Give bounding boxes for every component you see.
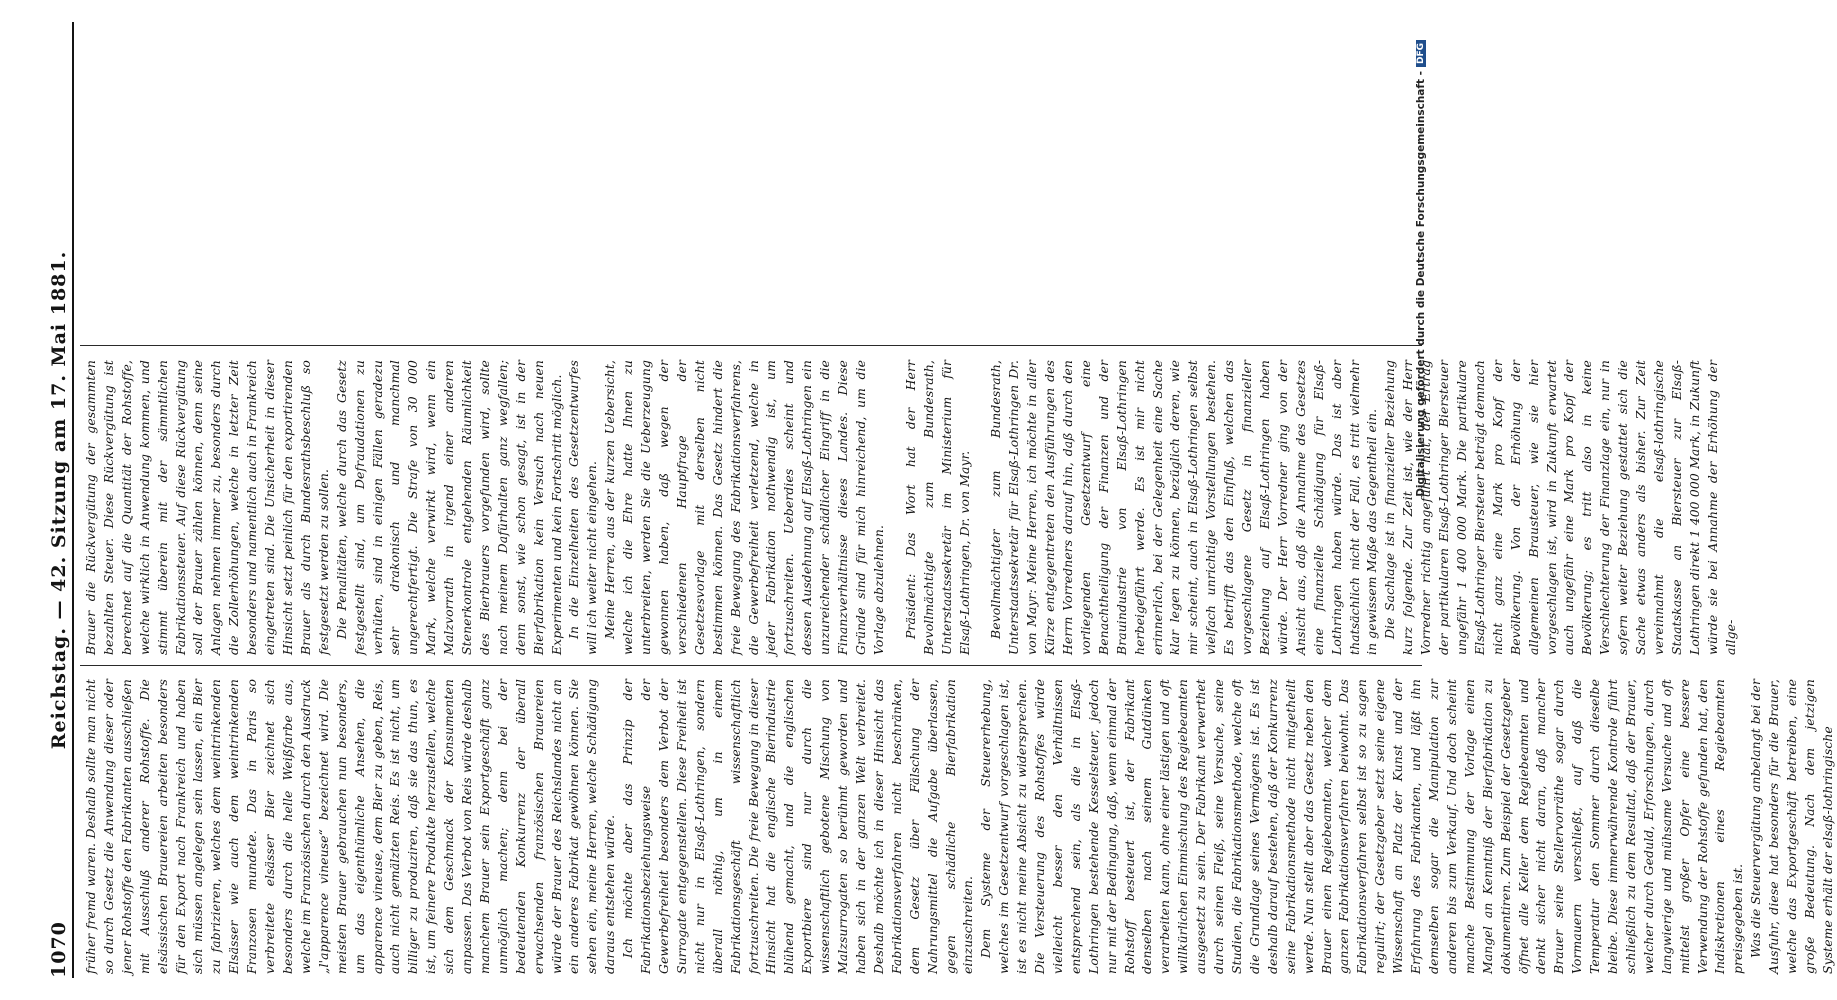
paragraph: Dem Systeme der Steuererhebung, welches im Gesetzentwurf vorgeschlagen ist, ist es nicht meine Absicht zu widersprechen. Die Versteuerung des Rohstoffes würde vielleicht besser den Verhältnissen entsprechend sein, als die in Elsaß-Lothringen bestehende Kesselsteuer, jedoch nur mit der Bedingung, daß, wenn einmal der Rohstoff besteuert ist, der Fabrikant denselben nach seinem Gutdünken verarbeiten kann, ohne einer lästigen und oft willkürlichen Einmischung des Regiebeamten ausgesetzt zu sein. Der Fabrikant verwerthet durch seinen Fleiß, seine Versuche, seine Studien, die Fabrikationsmethode, welche oft die Grundlage seines Vermögens ist. Es ist deshalb darauf bestehen, daß der Konkurrenz seine Fabrikationsmethode nicht mitgetheilt werde. Nun stellt aber das Gesetz neben den Brauer einen Regiebeamten, welcher dem ganzen Fabrikationsverfahren beiwohnt. Das Fabrikationsverfahren selbst ist so zu sagen regulirt; der Gesetzgeber setzt seine eigene Wissenschaft an Platz der Kunst und der Erfahrung des Fabrikanten, und läßt ihn demselben sogar die Manipulation zur anderen bis zum Verkauf. Und doch scheint manche Bestimmung der Vorlage einen Mangel an Kenntniß der Bierfabrikation zu dokumentiren. Zum Beispiel der Gesetzgeber öffnet alle Keller dem Regiebeamten und denkt sicher nicht daran, daß mancher Brauer seine Stellervorräthe sogar durch Vormauern verschließt, auf daß die Temperatur den Sommer durch dieselbe bleibe. Diese immerwährende Kontrole führt schließlich zu dem Resultat, daß der Brauer, welcher durch Geduld, Erforschungen, durch langwierige und mühsame Versuche und oft mittelst großer Opfer eine bessere Verwendung der Rohstoffe gefunden hat, den Indiskretionen eines Regiebeamten preisgegeben ist.	[978, 679, 1746, 974]
dfg-credit-strip	[1412, 40, 1430, 600]
spacer	[888, 360, 902, 655]
column-rule	[80, 665, 1422, 666]
speaker-paragraph: Präsident: Das Wort hat der Herr Bevollmächtigte zum Bundesrath, Unterstaatssekretär im Ministerium für Elsaß-Lothringen, Dr. von Mayr.	[902, 360, 972, 655]
dfg-credit-text: Digitalisierung gefördert durch die Deutsche Forschungsgemeinschaft -	[1415, 71, 1427, 497]
text-column-2	[82, 360, 1738, 655]
paragraph: Brauer die Rückvergütung der gesammten bezahlten Steuer. Diese Rückvergütung ist berechnet auf die Quantität der Rohstoffe, welche wirklich in Anwendung kommen, und stimmt überein mit der sämmtlichen Fabrikationssteuer. Auf diese Rückvergütung soll der Brauer zählen können, denn seine Anlagen nehmen immer zu, besonders durch die Zollerhöhungen, welche in letzter Zeit besonders und namentlich auch in Frankreich eingetreten sind. Die Unsicherheit in dieser Hinsicht setzt peinlich für den exportirenden Brauer als durch Bundesrathsbeschluß so festgesetzt werden zu sollen.	[83, 360, 331, 655]
paragraph: Bevollmächtigter zum Bundesrath, Unterstaatssekretär für Elsaß-Lothringen Dr. von Mayr: Meine Herren, ich möchte in aller Kürze entgegentreten den Ausführungen des Herrn Vorredners darauf hin, daß durch den vorliegenden Gesetzentwurf eine Benachtheiligung der Finanzen und der Brauindustrie von Elsaß-Lothringen herbeigeführt werde. Es ist mir nicht erinnerlich, bei der Gelegenheit eine Sache klar legen zu können, bezüglich deren, wie mir scheint, auch in Elsaß-Lothringen selbst vielfach unrichtige Vorstellungen bestehen. Es betrifft das den Einfluß, welchen das vorgeschlagene Gesetz in finanzieller Beziehung auf Elsaß-Lothringen haben würde. Der Herr Vorredner ging von der Ansicht aus, daß die Annahme des Gesetzes eine finanzielle Schädigung für Elsaß-Lothringen haben würde. Das ist aber thatsächlich nicht der Fall, es tritt vielmehr in gewissem Maße das Gegentheil ein.	[988, 360, 1380, 655]
paragraph: Die Penalitäten, welche durch das Gesetz festgestellt sind, um Defraudationen zu verhüten, sind in einigen Fällen geradezu sehr drakonisch und manchmal ungerechtfertigt. Die Strafe von 30 000 Mark, welche verwirkt wird, wenn ein Malzvorrath in irgend einer anderen Stenerkontrole entgehenden Räumlichkeit des Bierbrauers vorgefunden wird, sollte nach meinem Dafürhalten ganz wegfallen; denn sonst, wie schon gesagt, ist in der Bierfabrikation kein Versuch nach neuen Experimenten und kein Fortschritt möglich.	[333, 360, 564, 655]
spacer	[973, 360, 987, 655]
page-number: 1070	[48, 921, 70, 978]
paragraph: Meine Herren, aus der kurzen Uebersicht, welche ich die Ehre hatte Ihnen zu unterbreiten, werden Sie die Ueberzeugung gewonnen haben, daß wegen der verschiedenen Hauptfrage der Gesetzesvorlage mit derselben nicht bestimmen können. Das Gesetz hindert die freie Bewegung des Fabrikationsverfahrens, die Gewerbefreiheit verletzend, welche in jeder Fabrikation nothwendig ist, um fortzuschreiten. Ueberdies scheint und dessen Ausdehnung auf Elsaß-Lothringen ein unzureichender schädlicher Eingriff in die Finanzverhältnisse dieses Landes. Diese Gründe sind für mich hinreichend, um die Vorlage abzulehnen.	[602, 360, 886, 655]
header-rule	[72, 22, 74, 978]
column-rule	[80, 345, 1422, 346]
paragraph: In die Einzelheiten des Gesetzentwurfes will ich weiter nicht eingehen.	[566, 360, 600, 655]
paragraph: Was die Steuervergütung anbelangt bei der Ausfuhr, diese hat besonders für die Brauer, welche das Exportgeschäft betreiben, eine große Bedeutung. Nach dem jetzigen Systeme erhält der elsaß-lothringische	[1748, 679, 1835, 974]
paragraph: Ich möchte aber das Prinzip der Fabrikationsbeziehungsweise der Gewerbefreiheit besonders dem Verbot der Surrogate entgegenstellen. Diese Freiheit ist nicht nur in Elsaß-Lothringen, sondern überall nöthig, um in einem Fabrikationsgeschäft wissenschaftlich fortzuschreiten. Die freie Bewegung in dieser Hinsicht hat die englische Bierindustrie blühend gemacht, und die englischen Exportbiere sind nur durch die wissenschaftlich gebotene Mischung von Malzsurrogaten so berühmt geworden und haben sich in der ganzen Welt verbreitet. Deshalb möchte ich in dieser Hinsicht das Fabrikationsverfahren nicht beschränken, dem Gesetz über Fälschung der Nahrungsmittel die Aufgabe überlassen, gegen schädliche Bierfabrikation einzuschreiten.	[620, 679, 976, 974]
paragraph: Die Sachlage ist in finanzieller Beziehung kurz folgende. Zur Zeit ist, wie der Herr Vorredner richtig angeführt hat, der Ertrag der partikularen Elsaß-Lothringer Biersteuer ungefähr 1 400 000 Mark. Die partikulare Elsaß-Lothringer Biersteuer beträgt demnach nicht ganz eine Mark pro Kopf der Bevölkerung. Von der Erhöhung der allgemeinen Brausteuer, wie sie hier vorgeschlagen ist, wird in Zukunft erwartet auch ungefähr eine Mark pro Kopf der Bevölkerung; es tritt also in keine Verschlechterung der Finanzlage ein, nur in sofern weiter Beziehung gestattet sich die Sache etwas anders als bisher. Zur Zeit vereinnahmt die elsaß-lothringische Staatskasse an Biersteuer zur Elsaß-Lothringen direkt 1 400 000 Mark, in Zukunft würde sie bei Annahme der Erhöhung der allge-	[1382, 360, 1738, 655]
session-title: Reichstag. — 42. Sitzung am 17. Mai 1881.	[48, 250, 70, 750]
text-column-1	[82, 679, 1835, 974]
dfg-logo: DFG	[1416, 40, 1426, 67]
paragraph: früher fremd waren. Deshalb sollte man nicht so durch Gesetz die Anwendung dieser oder jener Rohstoffe den Fabrikanten ausschließen mit Ausschluß anderer Rohstoffe. Die elsässischen Brauereien arbeiten besonders für den Export nach Frankreich und haben sich müssen angelegen sein lassen, ein Bier zu fabrizieren, welches dem weintrinkenden Elsässer wie auch dem weintrinkenden Franzosen mundete. Das in Paris so verbreitete elsässer Bier zeichnet sich besonders durch die helle Weißfarbe aus, welche im Französischen durch den Ausdruck „l'apparence vineuse“ bezeichnet wird. Die meisten Brauer gebrauchen nun besonders, um das eigenthümliche Ansehen, die apparence vineuse, dem Bier zu geben, Reis, auch nicht gemälzten Reis. Es ist nicht, um billiger zu produziren, daß sie das thun, es ist, um feinere Produkte herzustellen, welche sich dem Geschmack der Konsumenten anpassen. Das Verbot von Reis würde deshalb manchem Brauer sein Exportgeschäft ganz unmöglich machen; denn bei der bedeutenden Konkurrenz der überall erwachsenden französischen Brauereien würde der Brauer des Reichslandes nicht an ein anderes Fabrikat gewöhnen können. Sie sehen ein, meine Herren, welche Schädigung daraus entstehen würde.	[83, 679, 618, 974]
